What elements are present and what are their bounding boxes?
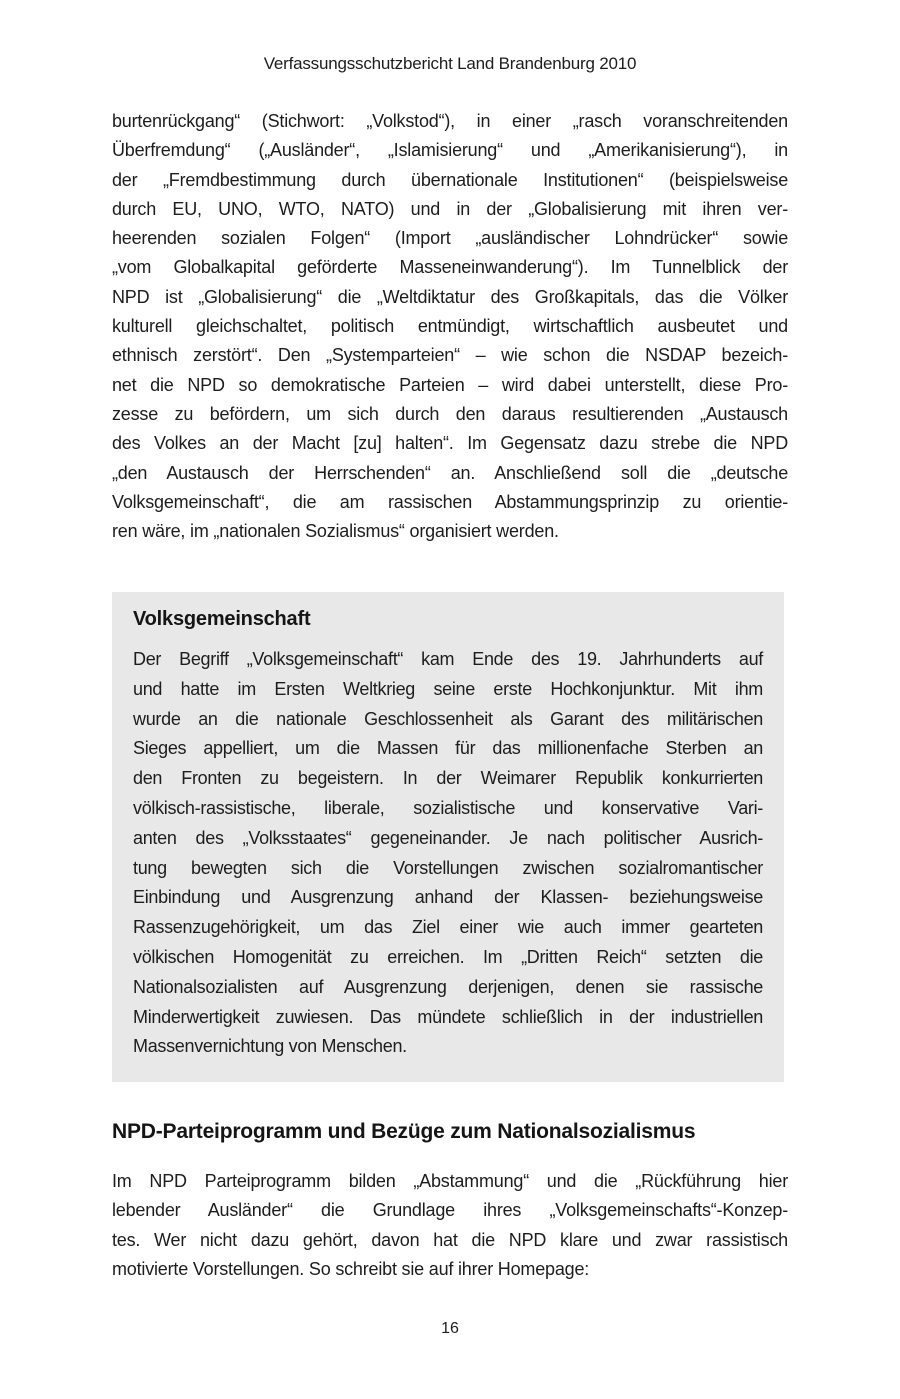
running-header: Verfassungsschutzbericht Land Brandenburg 2010 xyxy=(263,54,637,73)
text-line: anten des „Volksstaates“ gegeneinander. Je nach politischer Ausrich- xyxy=(133,827,763,848)
text-line: völkisch-rassistische, liberale, sozialistische und konservative Vari- xyxy=(133,797,763,818)
text-line: der „Fremdbestimmung durch übernationale Institutionen“ (beispielsweise xyxy=(112,169,788,190)
text-line: den Fronten zu begeistern. In der Weimarer Republik konkurrierten xyxy=(133,768,763,789)
text-line: ren wäre, im „nationalen Sozialismus“ organisiert werden. xyxy=(112,521,559,542)
paragraph-npd-ideology xyxy=(112,107,788,546)
text-line: völkischen Homogenität zu erreichen. Im „Dritten Reich“ setzten die xyxy=(133,946,763,967)
text-line: des Volkes an der Macht [zu] halten“. Im Gegensatz dazu strebe die NPD xyxy=(112,433,788,454)
text-line: net die NPD so demokratische Parteien – wird dabei unterstellt, diese Pro- xyxy=(112,374,788,395)
paragraph-npd-program xyxy=(112,1167,788,1284)
text-line: Massenvernichtung von Menschen. xyxy=(133,1036,407,1057)
infobox-text xyxy=(133,645,763,1062)
text-line: tes. Wer nicht dazu gehört, davon hat die NPD klare und zwar rassistisch xyxy=(112,1229,788,1250)
infobox-volksgemeinschaft xyxy=(112,592,784,1082)
text-line: kulturell gleichschaltet, politisch entmündigt, wirtschaftlich ausbeutet und xyxy=(112,316,788,337)
text-line: zesse zu befördern, um sich durch den daraus resultierenden „Austausch xyxy=(112,403,788,424)
text-line: und hatte im Ersten Weltkrieg seine erste Hochkonjunktur. Mit ihm xyxy=(133,678,763,699)
text-line: Überfremdung“ („Ausländer“, „Islamisierung“ und „Amerikanisierung“), in xyxy=(112,140,788,161)
text-line: NPD ist „Globalisierung“ die „Weltdiktatur des Großkapitals, das die Völker xyxy=(112,286,788,307)
text-line: ethnisch zerstört“. Den „Systemparteien“ – wie schon die NSDAP bezeich- xyxy=(112,345,788,366)
text-line: Der Begriff „Volksgemeinschaft“ kam Ende des 19. Jahrhunderts auf xyxy=(133,649,763,669)
text-line: wurde an die nationale Geschlossenheit als Garant des militärischen xyxy=(133,708,763,729)
text-line: burtenrückgang“ (Stichwort: „Volkstod“), in einer „rasch voranschreitenden xyxy=(112,111,788,131)
text-line: Rassenzugehörigkeit, um das Ziel einer wie auch immer gearteten xyxy=(133,917,763,938)
text-line: heerenden sozialen Folgen“ (Import „ausländischer Lohndrücker“ sowie xyxy=(112,228,788,249)
text-line: Nationalsozialisten auf Ausgrenzung derjenigen, denen sie rassische xyxy=(133,976,763,997)
page-number: 16 xyxy=(441,1320,459,1337)
text-line: „vom Globalkapital geförderte Masseneinwanderung“). Im Tunnelblick der xyxy=(112,257,788,278)
text-line: Volksgemeinschaft“, die am rassischen Abstammungsprinzip zu orientie- xyxy=(112,491,788,512)
text-line: durch EU, UNO, WTO, NATO) und in der „Globalisierung mit ihren ver- xyxy=(112,198,788,219)
section-heading: NPD-Parteiprogramm und Bezüge zum Nationalsozialismus xyxy=(112,1120,696,1143)
text-line: motivierte Vorstellungen. So schreibt sie auf ihrer Homepage: xyxy=(112,1258,590,1279)
infobox-title: Volksgemeinschaft xyxy=(133,608,311,630)
text-line: Minderwertigkeit zuwiesen. Das mündete schließlich in der industriellen xyxy=(133,1006,763,1027)
text-line: Sieges appelliert, um die Massen für das millionenfache Sterben an xyxy=(133,738,763,759)
text-line: Im NPD Parteiprogramm bilden „Abstammung“ und die „Rückführung hier xyxy=(112,1171,788,1191)
text-line: tung bewegten sich die Vorstellungen zwischen sozialromantischer xyxy=(133,857,763,878)
text-line: lebender Ausländer“ die Grundlage ihres „Volksgemeinschafts“-Konzep- xyxy=(112,1200,788,1221)
text-line: Einbindung und Ausgrenzung anhand der Klassen- beziehungsweise xyxy=(133,887,763,908)
text-line: „den Austausch der Herrschenden“ an. Anschließend soll die „deutsche xyxy=(112,462,788,483)
